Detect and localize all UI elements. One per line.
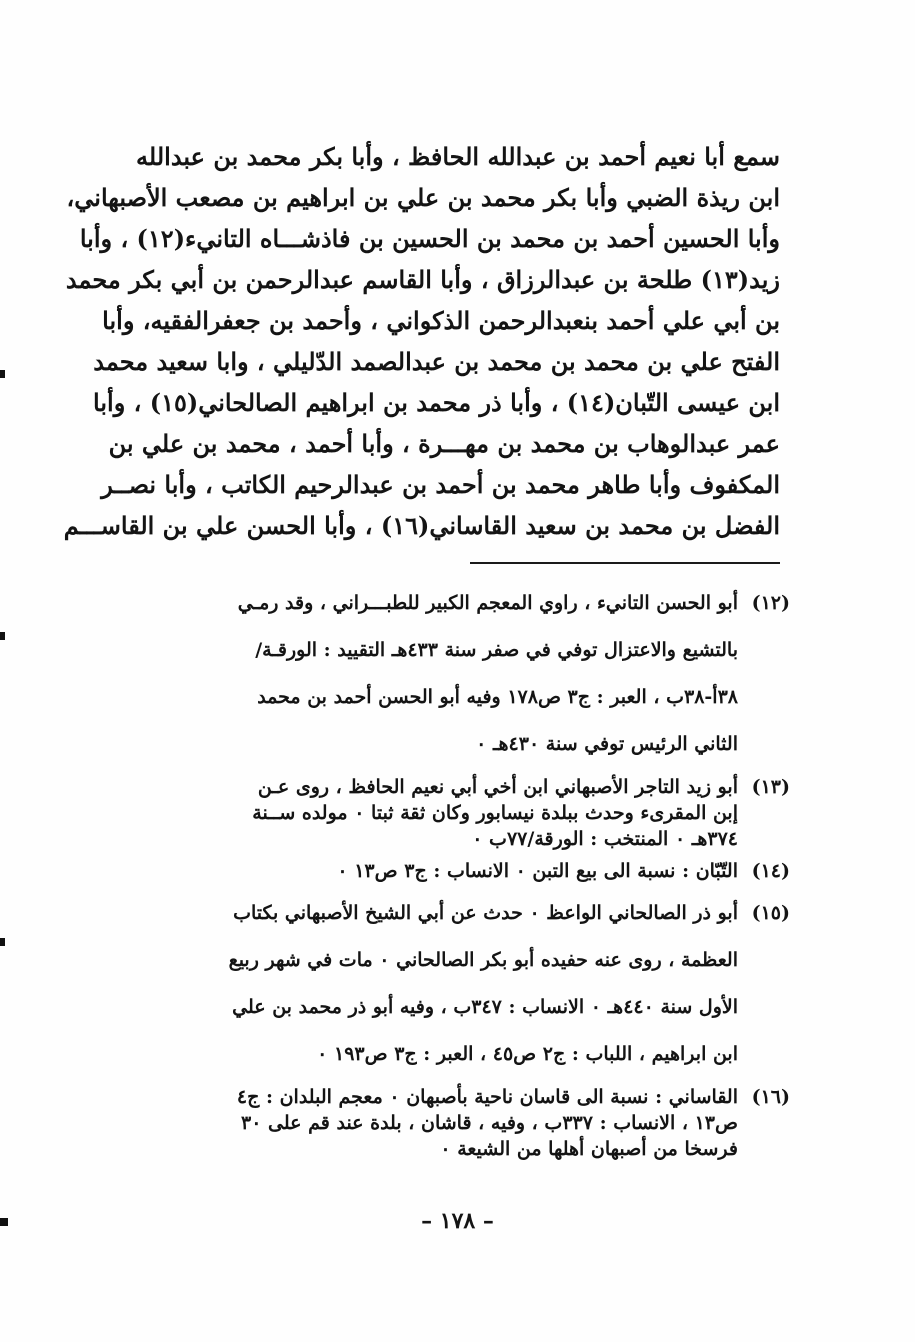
main-text-line: ابن عيسى التّبان(١٤) ، وأبا ذر محمد بن ابراهيم الصالحاني(١٥) ، وأبا (93, 388, 780, 417)
footnote-16 (140, 1084, 790, 1162)
footnote-line: ٣٧٤هـ ٠ المنتخب : الورقة/٧٧ب ٠ (472, 828, 738, 850)
footnote-14 (140, 858, 790, 884)
footnote-line: التّبّان : نسبة الى بيع التبن ٠ الانساب : ج٣ ص١٣ ٠ (337, 860, 738, 882)
footnote-line: فرسخا من أصبهان أهلها من الشيعة ٠ (440, 1138, 738, 1160)
footnote-12 (140, 580, 790, 768)
footnote-number: (١٦) (751, 1086, 790, 1108)
main-text-line: بن أبي علي أحمد بنعبدالرحمن الذكواني ، وأحمد بن جعفرالفقيه، وأبا (102, 306, 780, 335)
main-text-line: زيد(١٣) طلحة بن عبدالرزاق ، وأبا القاسم عبدالرحمن بن أبي بكر محمد (65, 265, 780, 294)
footnote-number: (١٣) (751, 776, 790, 798)
footnote-separator (470, 562, 780, 564)
main-text-line: الفضل بن محمد بن سعيد القاساني(١٦) ، وأبا الحسن علي بن القاســـم (63, 511, 780, 540)
footnote-line: بالتشيع والاعتزال توفي في صفر سنة ٤٣٣هـ التقييد : الورقـة/ (255, 639, 738, 661)
footnote-line: العظمة ، روى عنه حفيده أبو بكر الصالحاني ٠ مات في شهر ربيع (228, 949, 738, 971)
footnote-15 (140, 890, 790, 1078)
footnote-line: الأول سنة ٤٤٠هـ ٠ الانساب : ٣٤٧ب ، وفيه أبو ذر محمد بن علي (232, 996, 738, 1018)
main-text-line: الفتح علي بن محمد بن محمد بن عبدالصمد الدّليلي ، وابا سعيد محمد (93, 347, 780, 376)
footnote-13 (140, 774, 790, 852)
main-text-line: عمر عبدالوهاب بن محمد بن مهـــرة ، وأبا أحمد ، محمد بن علي بن (108, 429, 780, 458)
footnote-line: إبن المقرىء وحدث ببلدة نيسابور وكان ثقة ثبتا ٠ مولده ســنة (252, 802, 738, 824)
footnote-line: الثاني الرئيس توفي سنة ٤٣٠هـ ٠ (476, 733, 738, 755)
footnote-number: (١٥) (751, 902, 790, 924)
footnote-line: القاساني : نسبة الى قاسان ناحية بأصبهان ٠ معجم البلدان : ج٤ (236, 1086, 738, 1108)
scan-edge-mark (0, 938, 5, 946)
main-text-line: وأبا الحسين أحمد بن محمد بن الحسين بن فاذشـــاه التانيء(١٢) ، وأبا (79, 224, 780, 253)
footnote-line: أبو الحسن التانيء ، راوي المعجم الكبير للطبـــراني ، وقد رمـي (237, 592, 738, 614)
footnotes (140, 580, 790, 1168)
footnote-number: (١٤) (751, 860, 790, 882)
main-text-line: المكفوف وأبا طاهر محمد بن أحمد بن عبدالرحيم الكاتب ، وأبا نصــر (101, 470, 780, 499)
scan-edge-mark (0, 1218, 8, 1226)
footnote-number: (١٢) (751, 592, 790, 614)
scan-edge-mark (0, 370, 5, 378)
main-text-block (63, 136, 780, 546)
footnote-line: ٣٨أ-٣٨ب ، العبر : ج٣ ص١٧٨ وفيه أبو الحسن أحمد بن محمد (257, 686, 738, 708)
footnote-line: أبو ذر الصالحاني الواعظ ٠ حدث عن أبي الشيخ الأصبهاني بكتاب (233, 902, 738, 924)
main-text-line: سمع أبا نعيم أحمد بن عبدالله الحافظ ، وأبا بكر محمد بن عبدالله (136, 142, 780, 171)
footnote-line: ابن ابراهيم ، اللباب : ج٢ ص٤٥ ، العبر : ج٣ ص١٩٣ ٠ (317, 1043, 738, 1065)
footnote-line: أبو زيد التاجر الأصبهاني ابن أخي أبي نعيم الحافظ ، روى عـن (257, 776, 738, 798)
footnote-line: ص١٣ ، الانساب : ٣٣٧ب ، وفيه ، قاشان ، بلدة عند قم على ٣٠ (241, 1112, 738, 1134)
main-text-line: ابن ريذة الضبي وأبا بكر محمد بن علي بن ابراهيم بن مصعب الأصبهاني، (66, 183, 780, 212)
page-number: – ١٧٨ – (421, 1208, 494, 1234)
scan-edge-mark (0, 632, 5, 640)
